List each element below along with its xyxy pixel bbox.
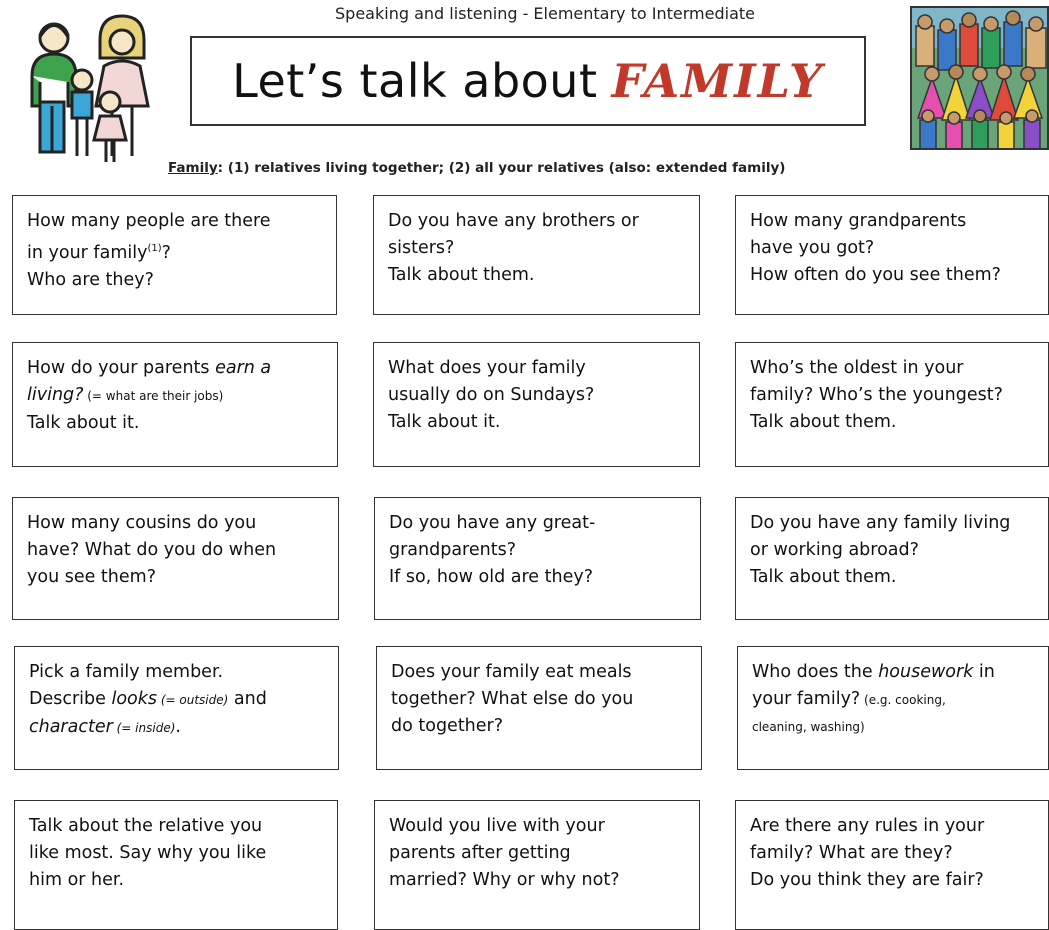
card-text: and xyxy=(228,689,267,709)
card-note: (e.g. cooking, xyxy=(860,693,946,707)
card-text: Who does the xyxy=(752,662,879,682)
card-line: Who’s the oldest in your xyxy=(750,358,964,378)
card-line: have you got? xyxy=(750,238,875,258)
card-line: How many grandparents xyxy=(750,211,967,231)
card-line: Talk about it. xyxy=(27,413,140,433)
card-line: Are there any rules in your xyxy=(750,816,985,836)
card-line: Would you live with your xyxy=(389,816,605,836)
card-line: cleaning, washing) xyxy=(752,720,865,734)
card-line xyxy=(752,686,1034,714)
question-card-13 xyxy=(14,800,338,930)
card-line: Talk about them. xyxy=(750,567,897,587)
card-line: Do you have any great- xyxy=(389,513,596,533)
crowd-illustration xyxy=(910,6,1049,150)
question-card-5 xyxy=(373,342,700,467)
question-card-8 xyxy=(374,497,701,620)
card-line xyxy=(27,355,323,382)
card-line xyxy=(27,382,323,410)
card-line: parents after getting xyxy=(389,843,571,863)
card-line: family? What are they? xyxy=(750,843,953,863)
page-title xyxy=(232,54,824,108)
card-line: like most. Say why you like xyxy=(29,843,267,863)
card-line: or working abroad? xyxy=(750,540,919,560)
card-line: Talk about it. xyxy=(388,412,501,432)
card-line xyxy=(752,659,1034,686)
card-line: Talk about them. xyxy=(388,265,535,285)
question-card-7 xyxy=(12,497,339,620)
card-line: Do you have any brothers or xyxy=(388,211,639,231)
family-illustration xyxy=(14,6,154,166)
family-definition xyxy=(168,160,785,176)
card-line: How many people are there xyxy=(27,211,271,231)
card-line xyxy=(29,714,324,742)
definition-text: : (1) relatives living together; (2) all your relatives (also: extended family) xyxy=(217,160,786,176)
question-card-6 xyxy=(735,342,1049,467)
card-line: Do you think they are fair? xyxy=(750,870,984,890)
question-card-1 xyxy=(12,195,337,315)
definition-term: Family xyxy=(168,160,218,176)
card-line: sisters? xyxy=(388,238,455,258)
question-card-3 xyxy=(735,195,1049,315)
card-text: your family? xyxy=(752,689,861,709)
card-line: together? What else do you xyxy=(391,689,634,709)
card-text: in xyxy=(973,662,995,682)
card-line: Talk about them. xyxy=(750,412,897,432)
question-card-10 xyxy=(14,646,339,770)
card-line: grandparents? xyxy=(389,540,516,560)
card-line: have? What do you do when xyxy=(27,540,277,560)
card-line: What does your family xyxy=(388,358,586,378)
card-line: If so, how old are they? xyxy=(389,567,593,587)
card-line xyxy=(27,235,322,267)
question-card-14 xyxy=(374,800,700,930)
question-card-15 xyxy=(735,800,1049,930)
card-text: . xyxy=(175,717,181,737)
question-card-9 xyxy=(735,497,1049,620)
card-text: ? xyxy=(161,242,171,263)
question-card-11 xyxy=(376,646,702,770)
card-emphasis: living? xyxy=(27,385,84,405)
title-main: Let’s talk about xyxy=(232,54,598,108)
title-accent: FAMILY xyxy=(611,54,824,108)
card-line: you see them? xyxy=(27,567,156,587)
card-note: (= inside) xyxy=(112,721,176,735)
card-line: Do you have any family living xyxy=(750,513,1011,533)
card-emphasis: character xyxy=(29,717,113,737)
title-box xyxy=(190,36,866,126)
question-card-2 xyxy=(373,195,700,315)
card-line: do together? xyxy=(391,716,504,736)
footnote-mark: (1) xyxy=(147,243,162,254)
card-line: How many cousins do you xyxy=(27,513,257,533)
card-line: family? Who’s the youngest? xyxy=(750,385,1003,405)
card-line xyxy=(29,686,324,714)
card-emphasis: earn a xyxy=(215,358,272,378)
card-line: Pick a family member. xyxy=(29,662,224,682)
card-note: (= what are their jobs) xyxy=(83,389,224,403)
card-line: Talk about the relative you xyxy=(29,816,263,836)
worksheet-subtitle: Speaking and listening - Elementary to Intermediate xyxy=(335,4,755,23)
card-line: Does your family eat meals xyxy=(391,662,632,682)
question-card-4 xyxy=(12,342,338,467)
card-line: married? Why or why not? xyxy=(389,870,620,890)
card-text: Describe xyxy=(29,689,112,709)
card-text: in your family xyxy=(27,242,148,263)
card-line: How often do you see them? xyxy=(750,265,1001,285)
card-line: usually do on Sundays? xyxy=(388,385,595,405)
question-card-12 xyxy=(737,646,1049,770)
card-text: How do your parents xyxy=(27,358,216,378)
card-emphasis: housework xyxy=(878,662,974,682)
card-note: (= outside) xyxy=(157,693,229,707)
card-line: him or her. xyxy=(29,870,125,890)
card-emphasis: looks xyxy=(111,689,158,709)
card-line: Who are they? xyxy=(27,269,154,290)
